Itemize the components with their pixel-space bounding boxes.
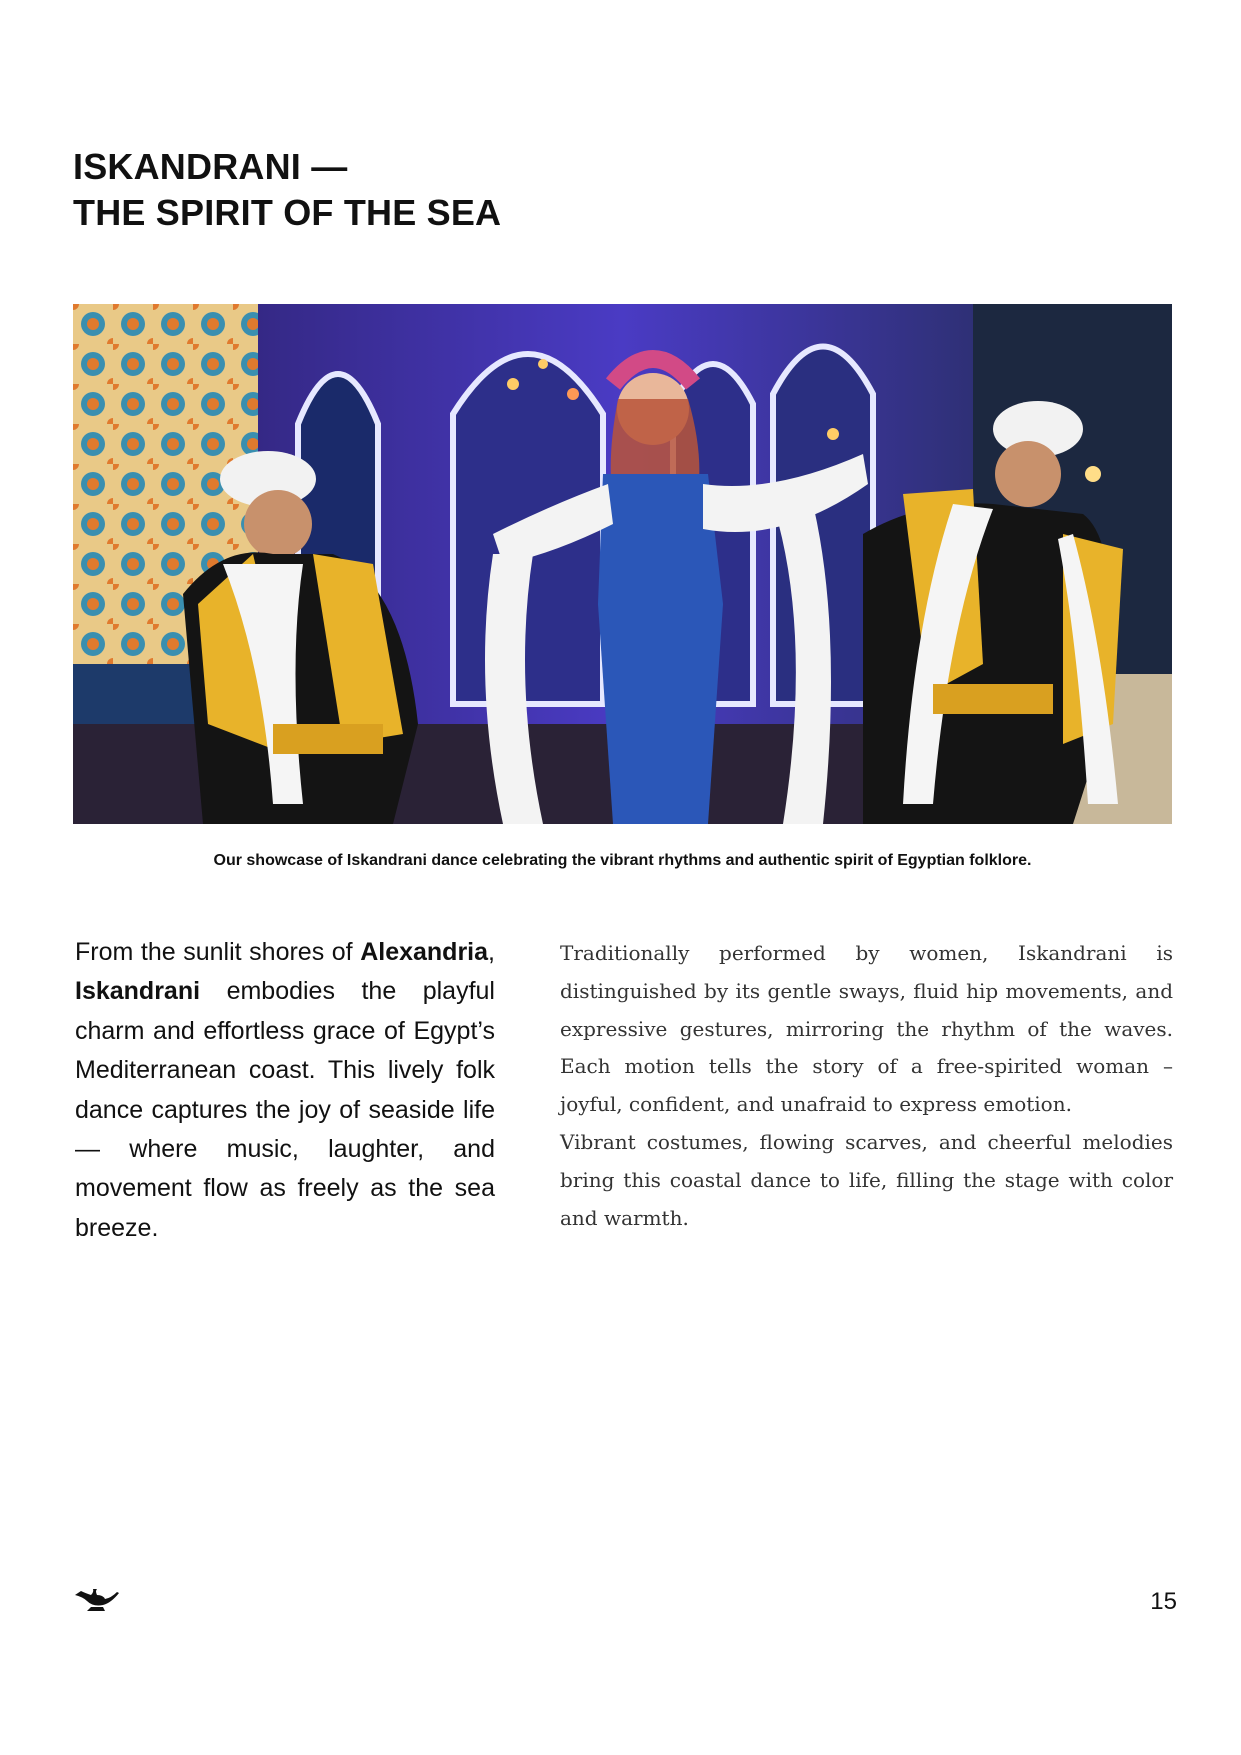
dance-photo-illustration (73, 304, 1172, 824)
page-title-line-1: ISKANDRANI — (73, 146, 348, 187)
page-title (73, 144, 873, 236)
description-paragraph-2: Vibrant costumes, flowing scarves, and cheerful melodies bring this coastal dance to life, filling the stage with color and warmth. (560, 1129, 1173, 1230)
dance-photo (73, 304, 1172, 824)
alexandria-bold: Alexandria (360, 938, 489, 966)
genie-lamp-icon (73, 1585, 121, 1615)
intro-paragraph (75, 933, 495, 1248)
intro-rest-text: embodies the playful charm and effortless grace of Egypt’s Mediterranean coast. This lively folk dance captures the joy of seaside life — where music, laughter, and movement flow as freely as the sea breeze. (75, 977, 495, 1242)
page-title-line-2: THE SPIRIT OF THE SEA (73, 192, 502, 233)
photo-caption: Our showcase of Iskandrani dance celebrating the vibrant rhythms and authentic spirit of Egyptian folklore. (213, 852, 1032, 869)
separator-text: , (488, 938, 495, 966)
description-column (560, 935, 1173, 1237)
iskandrani-bold: Iskandrani (75, 977, 201, 1006)
intro-text: From the sunlit shores of (75, 938, 361, 966)
page-number: 15 (1150, 1588, 1177, 1615)
description-paragraph-1: Traditionally performed by women, Iskandrani is distinguished by its gentle sways, fluid hip movements, and expressive gestures, mirroring the rhythm of the waves. Each motion tells the story of a free-spirited woman – joyful, confident, and unafraid to express emotion. (560, 941, 1173, 1117)
